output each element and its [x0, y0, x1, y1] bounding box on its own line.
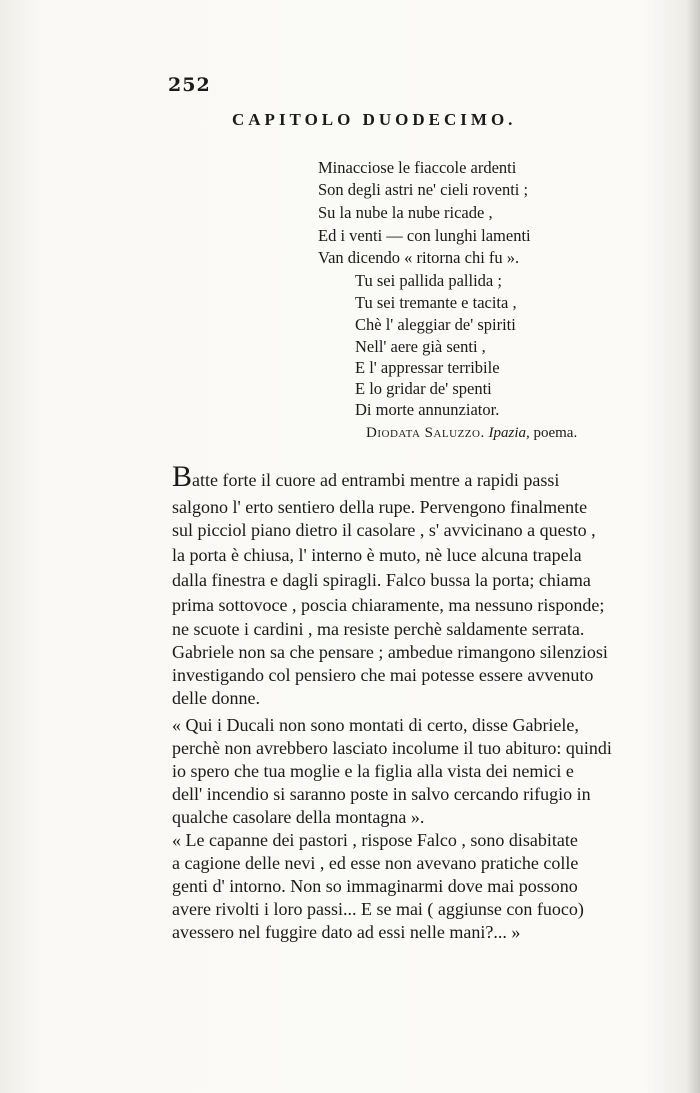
prose-line: dalla finestra e dagli spiragli. Falco bussa la porta; chiama	[172, 570, 591, 590]
poem-line: Van dicendo « ritorna chi fu ».	[318, 248, 520, 267]
prose-line: Gabriele non sa che pensare ; ambedue rimangono silenziosi	[172, 642, 608, 662]
prose-line: investigando col pensiero che mai potesse essere avvenuto	[172, 665, 594, 685]
prose-line: avessero nel fuggire dato ad essi nelle mani?... »	[172, 922, 521, 942]
prose-line: sul picciol piano dietro il casolare , s' avvicinano a questo ,	[172, 520, 596, 540]
epigraph-attribution	[366, 425, 577, 442]
prose-line: qualche casolare della montagna ».	[172, 807, 425, 827]
prose-line: io spero che tua moglie e la figlia alla vista dei nemici e	[172, 761, 574, 781]
poem-line: Su la nube la nube ricade ,	[318, 203, 493, 222]
poem-line: Tu sei tremante e tacita ,	[355, 293, 517, 312]
prose-line: ne scuote i cardini , ma resiste perchè saldamente serrata.	[172, 619, 585, 639]
poem-line: Ed i venti — con lunghi lamenti	[318, 226, 531, 245]
page-edge-shadow	[686, 0, 700, 1093]
prose-line: avere rivolti i loro passi... E se mai ( aggiunse con fuoco)	[172, 899, 584, 919]
poem-line: Son degli astri ne' cieli roventi ;	[318, 180, 529, 199]
prose-line: Batte forte il cuore ad entrambi mentre a rapidi passi	[172, 460, 560, 493]
poem-line: E l' appressar terribile	[355, 358, 500, 377]
prose-line: la porta è chiusa, l' interno è muto, nè luce alcuna trapela	[172, 545, 582, 565]
poem-line: Minacciose le fiaccole ardenti	[318, 158, 517, 177]
poem-line: Di morte annunziator.	[355, 400, 500, 419]
page-number: 252	[168, 74, 211, 96]
prose-line: delle donne.	[172, 688, 260, 708]
prose-line: « Qui i Ducali non sono montati di certo, disse Gabriele,	[172, 715, 579, 735]
attribution-work: Ipazia,	[488, 425, 530, 441]
prose-line: perchè non avrebbero lasciato incolume il tuo abituro: quindi	[172, 738, 612, 758]
prose-line: prima sottovoce , poscia chiaramente, ma nessuno risponde;	[172, 595, 605, 615]
attribution-author: Diodata Saluzzo.	[366, 425, 485, 441]
poem-line: Tu sei pallida pallida ;	[355, 271, 502, 290]
prose-line: dell' incendio si saranno poste in salvo cercando rifugio in	[172, 784, 591, 804]
prose-line: a cagione delle nevi , ed esse non avevano pratiche colle	[172, 853, 579, 873]
poem-line: Nell' aere già senti ,	[355, 337, 486, 356]
prose-line: salgono l' erto sentiero della rupe. Pervengono finalmente	[172, 497, 588, 517]
prose-line: genti d' intorno. Non so immaginarmi dove mai possono	[172, 876, 578, 896]
poem-line: Chè l' aleggiar de' spiriti	[355, 315, 516, 334]
attribution-suffix: poema.	[533, 425, 578, 441]
poem-line: E lo gridar de' spenti	[355, 379, 492, 398]
chapter-title: CAPITOLO DUODECIMO.	[232, 110, 517, 129]
prose-line: « Le capanne dei pastori , rispose Falco , sono disabitate	[172, 830, 578, 850]
drop-cap: B	[172, 460, 193, 493]
